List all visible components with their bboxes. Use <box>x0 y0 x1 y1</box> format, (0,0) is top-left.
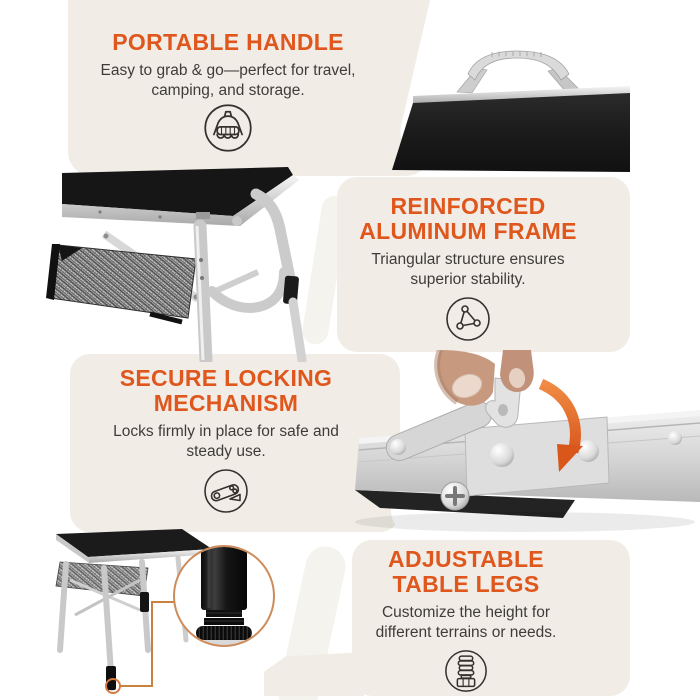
section-description: Locks firmly in place for safe and steady use. <box>113 423 339 460</box>
rivet <box>200 276 204 280</box>
section-heading <box>338 547 594 597</box>
handle-grip-icon <box>78 102 378 154</box>
section-heading <box>78 30 378 55</box>
heading-line: ALUMINUM FRAME <box>359 218 577 244</box>
heading-line: TABLE LEGS <box>392 571 540 597</box>
section-heading <box>340 194 596 244</box>
heading-line: ADJUSTABLE <box>388 546 544 572</box>
table-corner-frame-photo <box>0 160 345 362</box>
section-secure-locking <box>76 366 376 515</box>
section-adjustable-legs <box>338 547 594 694</box>
zoomed-adjustable-foot <box>194 539 254 649</box>
heading-line: MECHANISM <box>153 390 299 416</box>
soft-shadow <box>355 512 695 532</box>
heading-line: PORTABLE HANDLE <box>112 29 344 55</box>
rivet <box>98 210 101 213</box>
telescoping-lower-leg <box>293 302 302 360</box>
rivet <box>158 215 161 218</box>
latch-lock-icon <box>76 467 376 515</box>
section-portable-handle <box>78 30 378 154</box>
mini-leg-foot <box>106 666 116 690</box>
mini-leg-band <box>140 592 149 612</box>
rivet <box>668 431 682 445</box>
section-reinforced-frame <box>340 194 596 343</box>
hook-slot <box>498 404 508 416</box>
case-body <box>392 93 630 172</box>
heading-line: SECURE LOCKING <box>119 365 333 391</box>
lever-pivot-rivet <box>390 439 406 455</box>
folded-table-case-photo <box>380 0 700 180</box>
triangle-frame-icon <box>340 295 596 343</box>
edge-corner <box>232 216 242 226</box>
section-heading <box>76 366 376 416</box>
rivet <box>104 234 109 239</box>
locking-latch-hand-photo <box>345 350 700 542</box>
heading-line: REINFORCED <box>390 193 546 219</box>
rivet <box>199 258 203 262</box>
section-description: Easy to grab & go—perfect for travel, camping, and storage. <box>100 62 356 99</box>
dome-rivet <box>490 443 514 467</box>
section-description: Triangular structure ensures superior stability. <box>371 251 565 288</box>
folding-table-leg-zoom-photo <box>0 520 350 700</box>
corner-latch <box>196 212 210 219</box>
telescoping-leg-icon <box>338 648 594 694</box>
mesh-storage-net <box>50 245 196 318</box>
section-description: Customize the height for different terrains or needs. <box>375 604 557 641</box>
